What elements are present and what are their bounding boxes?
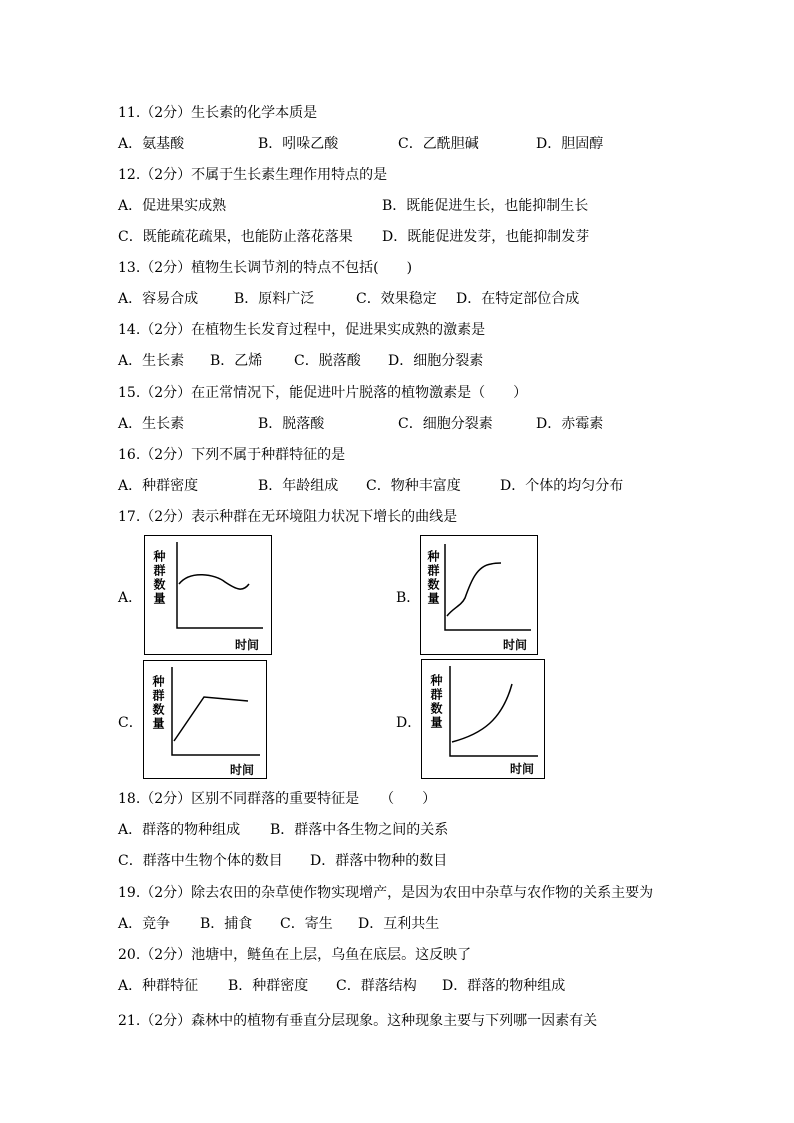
q17-graph-a-ylabel: 种群数量	[152, 550, 166, 606]
q17-graph-c-axes	[172, 667, 260, 755]
q21-stem: 21.（2分）森林中的植物有垂直分层现象。这种现象主要与下列哪一因素有关	[118, 1013, 598, 1029]
q14-option-b: B．乙烯	[210, 353, 263, 369]
q17-graph-d-ylabel: 种群数量	[429, 674, 443, 730]
q18-option-a: A．群落的物种组成	[118, 822, 241, 838]
q12-option-d: D．既能促进发芽，也能抑制发芽	[382, 229, 590, 245]
q17-graph-a	[144, 535, 272, 655]
q15-option-a: A．生长素	[118, 416, 185, 432]
q19-option-c: C．寄生	[280, 916, 333, 932]
q17-graph-d-label: D．	[396, 715, 422, 731]
q17-stem: 17.（2分）表示种群在无环境阻力状况下增长的曲线是	[118, 509, 458, 525]
q14-stem: 14.（2分）在植物生长发育过程中，促进果实成熟的激素是	[118, 322, 486, 338]
q16-option-d: D．个体的均匀分布	[500, 478, 624, 494]
q18-option-b: B．群落中各生物之间的关系	[270, 822, 449, 838]
q17-graph-c-plot	[144, 661, 266, 778]
q15-option-b: B．脱落酸	[258, 416, 325, 432]
q14-option-d: D．细胞分裂素	[388, 353, 484, 369]
q17-graph-b-plot	[421, 536, 537, 654]
q16-option-c: C．物种丰富度	[366, 478, 461, 494]
q20-stem: 20.（2分）池塘中，鲢鱼在上层，乌鱼在底层。这反映了	[118, 947, 472, 963]
q12-option-b: B．既能促进生长，也能抑制生长	[382, 198, 589, 214]
q20-option-d: D．群落的物种组成	[442, 978, 566, 994]
q11-option-b: B．吲哚乙酸	[258, 136, 339, 152]
q19-stem: 19.（2分）除去农田的杂草使作物实现增产，是因为农田中杂草与农作物的关系主要为	[118, 885, 654, 901]
q19-option-d: D．互利共生	[358, 916, 440, 932]
q12-stem: 12.（2分）不属于生长素生理作用特点的是	[118, 167, 388, 183]
q16-option-b: B．年龄组成	[258, 478, 339, 494]
q11-stem: 11.（2分）生长素的化学本质是	[118, 105, 318, 121]
q15-option-c: C．细胞分裂素	[398, 416, 493, 432]
q17-graph-d-xlabel: 时间	[510, 762, 535, 776]
q17-graph-c-ylabel: 种群数量	[151, 675, 165, 731]
q16-stem: 16.（2分）下列不属于种群特征的是	[118, 447, 346, 463]
q17-graph-a-xlabel: 时间	[235, 638, 260, 652]
q11-option-d: D．胆固醇	[536, 136, 604, 152]
q17-graph-a-label: A．	[118, 590, 143, 606]
q17-graph-d-curve	[452, 684, 512, 742]
q17-graph-d-plot	[422, 660, 544, 778]
q20-option-c: C．群落结构	[336, 978, 417, 994]
q18-option-d: D．群落中物种的数目	[310, 853, 448, 869]
q17-graph-b-label: B．	[396, 590, 421, 606]
q12-option-c: C．既能疏花疏果，也能防止落花落果	[118, 229, 353, 245]
q14-option-a: A．生长素	[118, 353, 185, 369]
q11-option-a: A．氨基酸	[118, 136, 185, 152]
q16-option-a: A．种群密度	[118, 478, 199, 494]
q17-graph-a-curve	[179, 575, 249, 589]
q17-graph-b-ylabel: 种群数量	[426, 550, 440, 606]
q17-graph-b-xlabel: 时间	[503, 638, 528, 652]
q13-option-d: D．在特定部位合成	[456, 291, 580, 307]
q17-graph-c	[143, 660, 267, 779]
q17-graph-a-plot	[145, 536, 271, 654]
q13-option-c: C．效果稳定	[356, 291, 437, 307]
q13-stem: 13.（2分）植物生长调节剂的特点不包括( )	[118, 260, 413, 276]
q14-option-c: C．脱落酸	[294, 353, 361, 369]
q18-stem: 18.（2分）区别不同群落的重要特征是 （ ）	[118, 791, 437, 807]
q13-option-b: B．原料广泛	[234, 291, 315, 307]
q17-graph-c-label: C．	[118, 715, 143, 731]
q15-stem: 15.（2分）在正常情况下，能促进叶片脱落的植物激素是（ ）	[118, 385, 528, 401]
q17-graph-d	[421, 659, 545, 779]
q13-option-a: A．容易合成	[118, 291, 199, 307]
q17-graph-a-axes	[177, 542, 263, 628]
q17-graph-d-axes	[450, 666, 538, 756]
q20-option-b: B．种群密度	[228, 978, 309, 994]
q19-option-b: B．捕食	[200, 916, 253, 932]
q11-option-c: C．乙酰胆碱	[398, 136, 479, 152]
q12-option-a: A．促进果实成熟	[118, 198, 227, 214]
q17-graph-b	[420, 535, 538, 655]
q17-graph-c-curve	[174, 697, 248, 741]
q17-graph-b-curve	[447, 563, 501, 616]
q18-option-c: C．群落中生物个体的数目	[118, 853, 283, 869]
q20-option-a: A．种群特征	[118, 978, 199, 994]
q17-graph-b-axes	[445, 544, 531, 630]
q15-option-d: D．赤霉素	[536, 416, 604, 432]
q17-graph-c-xlabel: 时间	[230, 763, 255, 777]
q19-option-a: A．竞争	[118, 916, 171, 932]
